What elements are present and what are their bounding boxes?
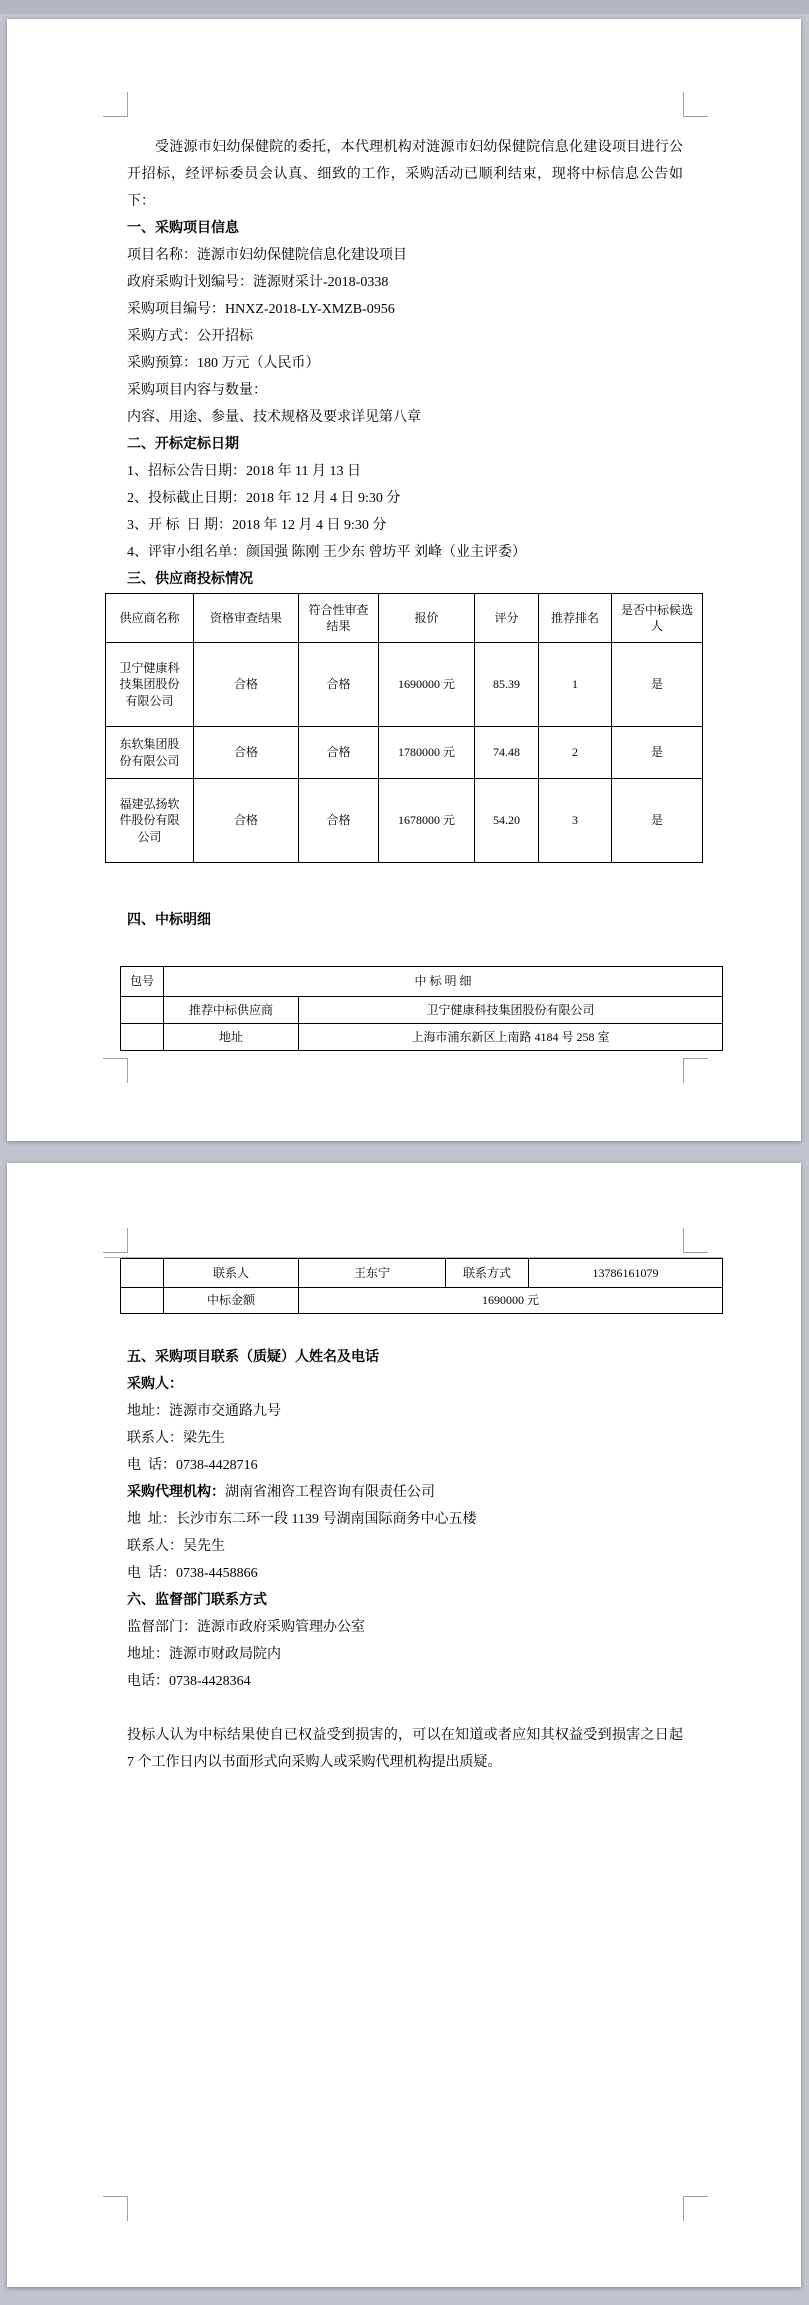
table-row [121, 967, 723, 997]
purchaser-phone-line: 电 话：0738-4428716 [127, 1458, 258, 1473]
recommended-supplier-value: 卫宁健康科技集团股份有限公司 [299, 997, 723, 1024]
candidate-flag: 是 [612, 727, 703, 779]
address-value: 上海市浦东新区上南路 4184 号 258 室 [299, 1024, 723, 1051]
bid-price: 1678000 元 [379, 779, 475, 863]
bid-price: 1780000 元 [379, 727, 475, 779]
conformity-result: 合格 [299, 727, 379, 779]
intro-paragraph: 受涟源市妇幼保健院的委托，本代理机构对涟源市妇幼保健院信息化建设项目进行公开招标，经评标委员会认真、细致的工作，采购活动已顺利结束，现将中标信息公告如下： [127, 140, 683, 209]
column-header-conformity: 符合性审查结果 [299, 594, 379, 643]
package-number-header: 包号 [121, 967, 164, 997]
deadline-line: 2、投标截止日期：2018 年 12 月 4 日 9:30 分 [127, 491, 401, 506]
supplier-name: 卫宁健康科技集团股份有限公司 [106, 643, 194, 727]
qualification-result: 合格 [194, 727, 299, 779]
rank: 2 [539, 727, 612, 779]
rank: 1 [539, 643, 612, 727]
package-number-cell [121, 1259, 164, 1288]
table-row [121, 1288, 723, 1314]
table-row [121, 997, 723, 1024]
page-1-text [127, 134, 683, 593]
margin-corner-mark [683, 2196, 708, 2221]
supplier-name: 福建弘扬软件股份有限公司 [106, 779, 194, 863]
award-amount-label: 中标金额 [164, 1288, 299, 1314]
supplier-bid-table [105, 593, 703, 863]
section-1-title: 一、采购项目信息 [127, 221, 239, 236]
score: 74.48 [475, 727, 539, 779]
supplier-name: 东软集团股份有限公司 [106, 727, 194, 779]
bid-price: 1690000 元 [379, 643, 475, 727]
table-row [106, 643, 703, 727]
margin-corner-mark [103, 92, 128, 117]
column-header-qualification: 资格审查结果 [194, 594, 299, 643]
margin-corner-mark [683, 1228, 708, 1253]
supervisor-address-line: 地址：涟源市财政局院内 [127, 1647, 281, 1662]
agency-address-line: 地 址：长沙市东二环一段 1139 号湖南国际商务中心五楼 [127, 1512, 477, 1527]
column-header-supplier: 供应商名称 [106, 594, 194, 643]
margin-corner-mark [103, 1228, 128, 1253]
address-label: 地址 [164, 1024, 299, 1051]
agency-line: 采购代理机构：湖南省湘咨工程咨询有限责任公司 [127, 1485, 435, 1500]
column-header-price: 报价 [379, 594, 475, 643]
agency-contact-line: 联系人：吴先生 [127, 1539, 225, 1554]
contact-label: 联系人 [164, 1259, 299, 1288]
rank: 3 [539, 779, 612, 863]
phone-value: 13786161079 [529, 1259, 723, 1288]
section-3-title: 三、供应商投标情况 [127, 572, 253, 587]
budget-line: 采购预算：180 万元（人民币） [127, 356, 320, 371]
contact-value: 王东宁 [299, 1259, 446, 1288]
qualification-result: 合格 [194, 643, 299, 727]
method-line: 采购方式：公开招标 [127, 329, 253, 344]
score: 85.39 [475, 643, 539, 727]
award-detail-table-continued [120, 1258, 723, 1314]
conformity-result: 合格 [299, 643, 379, 727]
project-name-line: 项目名称：涟源市妇幼保健院信息化建设项目 [127, 248, 407, 263]
award-detail-table [120, 966, 723, 1051]
content-detail-line: 内容、用途、参量、技术规格及要求详见第八章 [127, 410, 421, 425]
page-2 [7, 1163, 801, 2287]
column-header-score: 评分 [475, 594, 539, 643]
candidate-flag: 是 [612, 779, 703, 863]
table-row [121, 1259, 723, 1288]
package-number-cell [121, 997, 164, 1024]
panel-list-line: 4、评审小组名单：颜国强 陈刚 王少东 曾坊平 刘峰（业主评委） [127, 545, 526, 560]
conformity-result: 合格 [299, 779, 379, 863]
supervisor-phone-line: 电话：0738-4428364 [127, 1674, 251, 1689]
section-2-title: 二、开标定标日期 [127, 437, 239, 452]
purchaser-address-line: 地址：涟源市交通路九号 [127, 1404, 281, 1419]
table-row [121, 1024, 723, 1051]
blank-line [127, 1695, 683, 1722]
announce-date-line: 1、招标公告日期：2018 年 11 月 13 日 [127, 464, 361, 479]
margin-corner-mark [683, 92, 708, 117]
purchaser-label-line: 采购人： [127, 1377, 183, 1392]
margin-corner-mark [683, 1058, 708, 1083]
purchaser-contact-line: 联系人：梁先生 [127, 1431, 225, 1446]
award-detail-header: 中 标 明 细 [164, 967, 723, 997]
opening-date-line: 3、开 标 日 期：2018 年 12 月 4 日 9:30 分 [127, 518, 387, 533]
section-5-title: 五、采购项目联系（质疑）人姓名及电话 [127, 1350, 379, 1365]
agency-phone-line: 电 话：0738-4458866 [127, 1566, 258, 1581]
section-6-title: 六、监督部门联系方式 [127, 1593, 267, 1608]
closing-paragraph: 投标人认为中标结果使自已权益受到损害的，可以在知道或者应知其权益受到损害之日起 7 个工作日内以书面形式向采购人或采购代理机构提出质疑。 [127, 1728, 683, 1770]
supervisor-line: 监督部门：涟源市政府采购管理办公室 [127, 1620, 365, 1635]
content-qty-line: 采购项目内容与数量： [127, 383, 267, 398]
score: 54.20 [475, 779, 539, 863]
project-number-line: 采购项目编号：HNXZ-2018-LY-XMZB-0956 [127, 302, 395, 317]
table-header-row [106, 594, 703, 643]
margin-corner-mark [103, 2196, 128, 2221]
package-number-cell [121, 1288, 164, 1314]
qualification-result: 合格 [194, 779, 299, 863]
page-2-text [127, 1344, 683, 1776]
column-header-candidate: 是否中标候选人 [612, 594, 703, 643]
column-header-rank: 推荐排名 [539, 594, 612, 643]
award-amount-value: 1690000 元 [299, 1288, 723, 1314]
package-number-cell [121, 1024, 164, 1051]
margin-corner-mark [103, 1058, 128, 1083]
candidate-flag: 是 [612, 643, 703, 727]
phone-label: 联系方式 [446, 1259, 529, 1288]
table-row [106, 779, 703, 863]
section-4-title: 四、中标明细 [127, 913, 211, 928]
recommended-supplier-label: 推荐中标供应商 [164, 997, 299, 1024]
page-1 [7, 19, 801, 1141]
plan-number-line: 政府采购计划编号：涟源财采计-2018-0338 [127, 275, 389, 290]
table-row [106, 727, 703, 779]
